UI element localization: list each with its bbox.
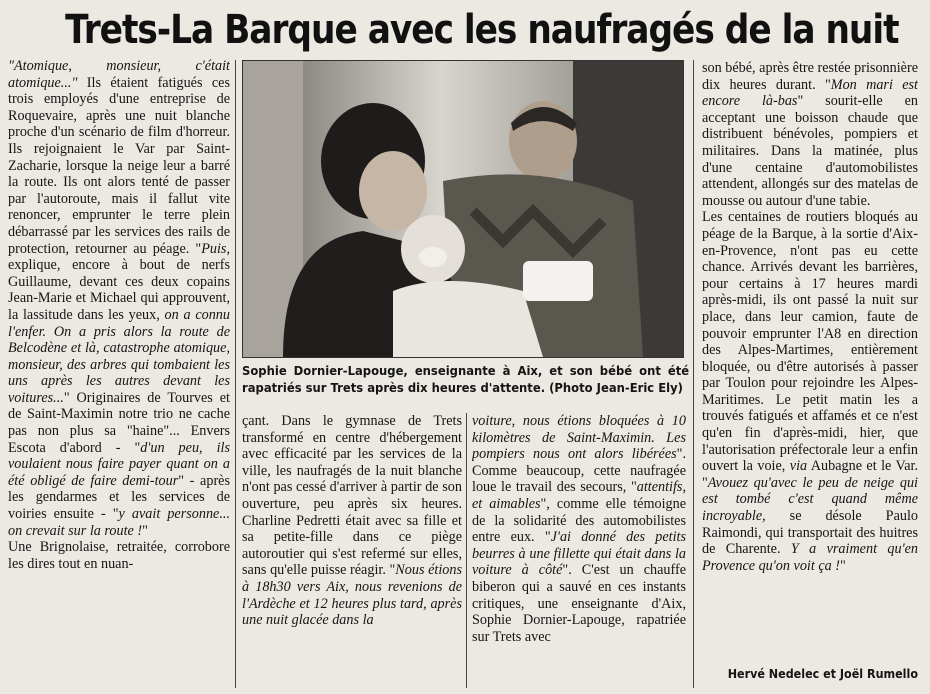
photo-illustration: [243, 61, 683, 357]
paragraph: [8, 58, 230, 539]
body-text: ": [840, 557, 846, 574]
paragraph: [472, 413, 686, 645]
column-rule: [693, 60, 694, 688]
news-photo: [242, 60, 684, 358]
quote: Nous étions à 18h30 vers Aix, nous revenions de l'Ardèche et 12 heures plus tard, après une nuit glacée dans la: [242, 562, 462, 629]
photo-caption: Sophie Dornier-Lapouge, enseignante à Aix, et son bébé ont été rapatriés sur Trets après dix heures d'attente. (Photo Jean-Eric Ely): [242, 363, 690, 395]
column-rule: [235, 60, 236, 688]
quote: y avait personne... on crevait sur la route !: [8, 506, 230, 539]
column-rule: [466, 413, 467, 688]
quote: Y a vraiment qu'en Provence qu'on voit ça !: [702, 541, 918, 574]
quote: d'un peu, ils voulaient nous faire payer quant on a été obligé de faire demi-tour: [8, 439, 230, 489]
body-text: " - après les gendarmes et les services de voiries ensuite - ": [8, 472, 230, 523]
quote: "Atomique, monsieur, c'était atomique...": [8, 58, 230, 91]
body-text: Ils étaient fatigués ces trois employés d'une entreprise de Roquevaire, après une nuit blanche proche d'un scénario de film d'horreur. Ils rejoignaient le Var par Saint-Zacharie, lorsque la neige leur a barré la route. Ils ont alors tenté de passer par l'autoroute, mais il fallut vite renoncer, emprunter le terre plein débarrassé par les services des rails de protection, retourner au péage. ": [8, 74, 230, 257]
article-column-3: [472, 413, 686, 688]
article-column-4: [702, 60, 918, 666]
byline: Hervé Nedelec et Joël Rumello: [727, 666, 918, 681]
paragraph: [702, 209, 918, 574]
quote: J'ai donné des petits beurres à une fillette qui était dans la voiture à côté: [472, 529, 686, 579]
body-text: son bébé, après être restée prisonnière dix heures durant. ": [702, 60, 918, 93]
paragraph: [702, 60, 918, 209]
quote: via: [789, 458, 808, 475]
article-column-1: [8, 58, 230, 688]
body-text: ", comme elle témoigne de la solidarité des automobilistes entre eux. ": [472, 495, 686, 546]
body-text: Les centaines de routiers bloqués au péage de la Barque, à la sortie d'Aix-en-Provence, n'ont pas eu cette chance. Arrivés devant les barrières, pour certains à 17 heures mardi après-midi, ils ont passé la nuit sur place, dans leur camion, faute de pouvoir emprunter l'A8 en direction des Alpes-Martimes, entièrement bloquée, ou d'être autorisés à passer par Toulon pour rejoindre les Alpes-Maritimes. Le petit matin les a trouvés fatigués et affamés et ce n'est qu'en fin d'après-midi, hier, que l'autorisation préfectorale leur a enfin ouvert la voie,: [702, 209, 918, 475]
body-text: , explique, encore à bout de nerfs Guillaume, devant ces deux copains Jean-Marie et Michael qui approuvent, la lassitude dans les yeux,: [8, 240, 230, 323]
quote: Avouez qu'avec le peu de neige qui est tombé c'est quand même incroyable: [702, 474, 918, 525]
quote: voiture, nous étions bloquées à 10 kilomètres de Saint-Maximin. Les pompiers nous ont alors libérées: [472, 413, 686, 463]
quote: on a connu l'enfer. On a pris alors la route de Belcodène et là, catastrophe atomique, monsieur, des arbres qui tombaient les uns après les autres devant les voitures...: [8, 306, 230, 406]
body-text: " sourit-elle en acceptant une boisson chaude que distribuent bénévoles, pompiers et militaires. Dans la matinée, plus d'une centaine d'automobilistes attendent, allongés sur des matelas de mousse ou autour d'une tabie.: [702, 93, 918, 209]
body-text: ". Comme beaucoup, cette naufragée loue le travail des secours, ": [472, 446, 686, 496]
headline: Trets-La Barque avec les naufragés de la nuit: [65, 7, 899, 53]
quote: Mon mari est encore là-bas: [702, 76, 918, 110]
article-column-2: [242, 413, 462, 688]
body-text: ": [142, 522, 148, 539]
quote: attentifs, et aimables: [472, 479, 686, 512]
quote: Puis: [201, 240, 227, 257]
body-text: çant. Dans le gymnase de Trets transformé en centre d'hébergement avec efficacité par les services de la ville, les naufragés de la nuit blanche n'ont pas cessé d'arriver à partir de son ouverture, peu après six heures. Charline Pedretti était avec sa fille et sa petite-fille dans ce piège autoroutier qui s'est refermé sur elles, sans qu'elle puisse réagir. ": [242, 413, 462, 579]
body-text: Aubagne et le Var. ": [702, 458, 918, 491]
body-text: ". C'est un chauffe biberon qui a sauvé en ces instants critiques, une enseignante d'Aix, Sophie Dornier-Lapouge, rapatriée sur Trets avec: [472, 562, 686, 645]
paragraph: Une Brignolaise, retraitée, corrobore les dires tout en nuan-: [8, 539, 230, 572]
body-text: " Originaires de Tourves et de Saint-Maximin notre trio ne cache pas non plus sa "haine"... Envers Escota d'abord - ": [8, 389, 230, 456]
paragraph: [242, 413, 462, 629]
body-text: , se désole Paulo Raimondi, qui transportait des huitres de Charente.: [702, 508, 918, 558]
